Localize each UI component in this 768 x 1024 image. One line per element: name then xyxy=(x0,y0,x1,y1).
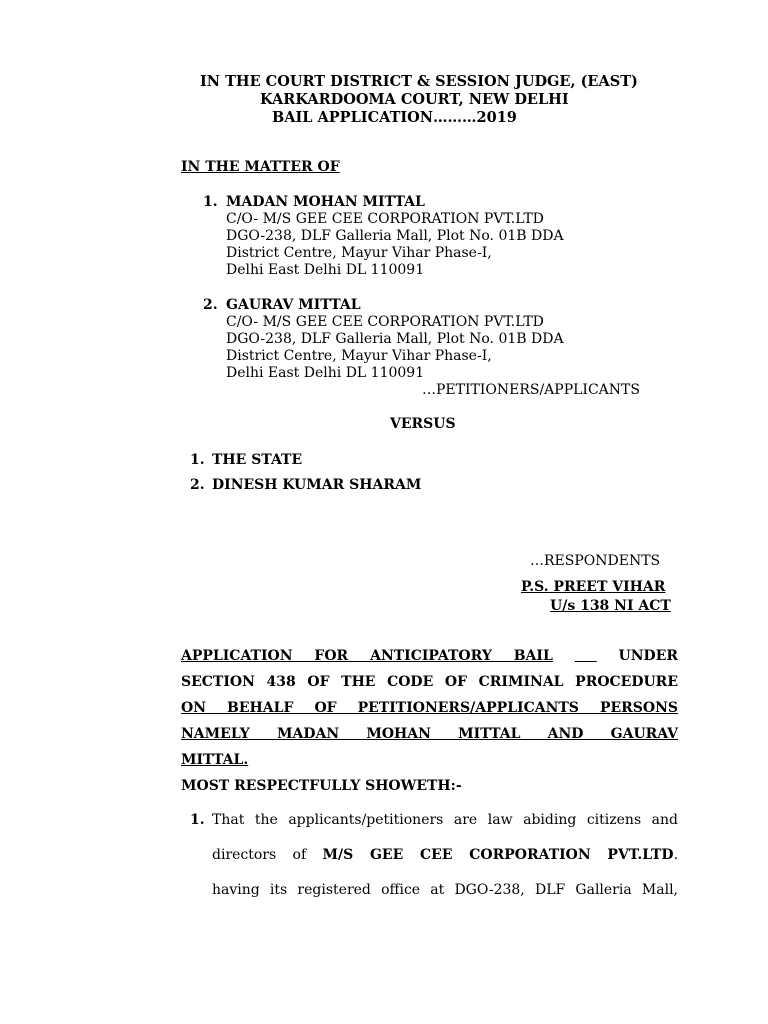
application-title-line2: SECTION 438 OF THE CODE OF CRIMINAL PROCEDURE xyxy=(181,674,678,690)
versus-label: VERSUS xyxy=(390,416,456,432)
company-name: M/S GEE CEE CORPORATION PVT.LTD xyxy=(322,847,674,863)
petitioner-1-address-line: District Centre, Mayur Vihar Phase-I, xyxy=(226,245,492,261)
bail-application-label: BAIL APPLICATION……… xyxy=(272,109,477,126)
application-title-underlined: APPLICATION FOR ANTICIPATORY BAIL xyxy=(181,648,553,664)
application-title-line5: MITTAL. xyxy=(181,752,249,768)
paragraph-1-directors-text: directors of xyxy=(212,847,307,863)
paragraph-1-period: . xyxy=(673,847,679,863)
petitioner-1-address-line: DGO-238, DLF Galleria Mall, Plot No. 01B DDA xyxy=(226,228,564,244)
respondent-1-name: THE STATE xyxy=(212,452,303,468)
application-title-rest: UNDER xyxy=(618,648,678,664)
application-title-line3: ON BEHALF OF PETITIONERS/APPLICANTS PERSONS xyxy=(181,700,678,716)
petitioner-1-address-line: C/O- M/S GEE CEE CORPORATION PVT.LTD xyxy=(226,211,544,227)
petitioner-2-address-line: Delhi East Delhi DL 110091 xyxy=(226,365,425,381)
petitioner-2-address-line: DGO-238, DLF Galleria Mall, Plot No. 01B DDA xyxy=(226,331,564,347)
court-header-line1: IN THE COURT DISTRICT & SESSION JUDGE, (EAST) xyxy=(200,73,638,90)
paragraph-1-line2 xyxy=(212,846,678,864)
police-station: P.S. PREET VIHAR xyxy=(521,579,666,595)
respondent-2-number: 2. xyxy=(190,477,205,493)
paragraph-1-line1: That the applicants/petitioners are law abiding citizens and xyxy=(212,812,678,828)
petitioners-label: …PETITIONERS/APPLICANTS xyxy=(422,382,640,398)
petitioner-1-number: 1. xyxy=(203,194,218,210)
application-title-line1 xyxy=(181,647,678,665)
paragraph-1-line3: having its registered office at DGO-238, DLF Galleria Mall, xyxy=(212,882,678,898)
petitioner-1-address-line: Delhi East Delhi DL 110091 xyxy=(226,262,425,278)
application-title-line4: NAMELY MADAN MOHAN MITTAL AND GAURAV xyxy=(181,726,678,742)
underline-gap xyxy=(575,648,597,664)
court-header-line2: KARKARDOOMA COURT, NEW DELHI xyxy=(260,91,569,108)
respondents-label: …RESPONDENTS xyxy=(530,553,661,569)
petitioner-1-name: MADAN MOHAN MITTAL xyxy=(226,194,425,210)
court-header-line3 xyxy=(272,109,517,127)
showeth-heading: MOST RESPECTFULLY SHOWETH:- xyxy=(181,778,462,794)
bail-application-year: 2019 xyxy=(476,109,517,126)
act-section: U/s 138 NI ACT xyxy=(550,598,671,614)
respondent-1-number: 1. xyxy=(190,452,205,468)
petitioner-2-address-line: District Centre, Mayur Vihar Phase-I, xyxy=(226,348,492,364)
petitioner-2-address-line: C/O- M/S GEE CEE CORPORATION PVT.LTD xyxy=(226,314,544,330)
petitioner-2-name: GAURAV MITTAL xyxy=(226,297,361,313)
paragraph-1-number: 1. xyxy=(190,812,205,828)
petitioner-2-number: 2. xyxy=(203,297,218,313)
matter-heading: IN THE MATTER OF xyxy=(181,159,340,175)
respondent-2-name: DINESH KUMAR SHARAM xyxy=(212,477,422,493)
